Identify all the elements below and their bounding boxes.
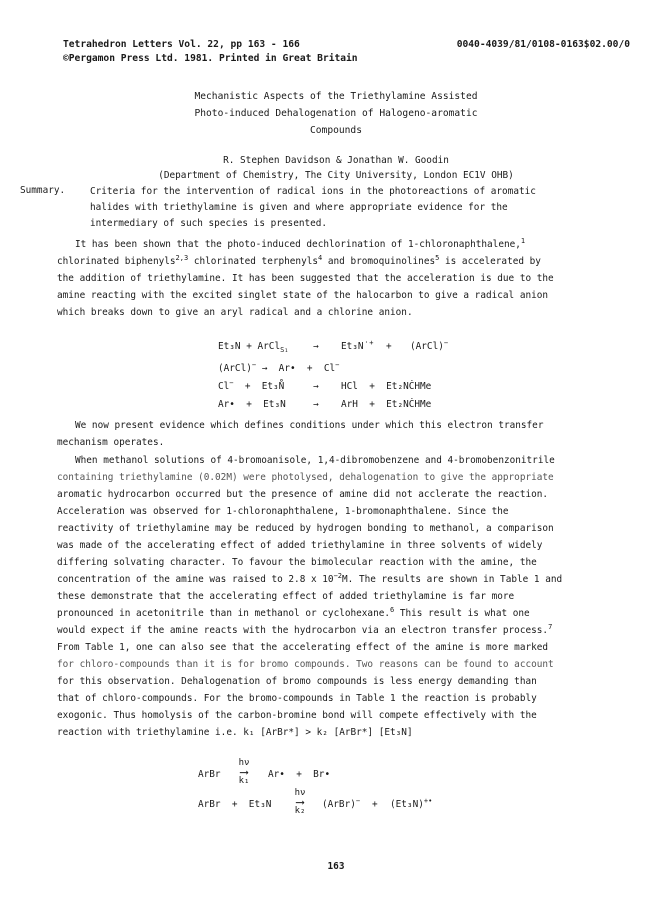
rate-constant: k₂ <box>294 806 306 816</box>
equation-product: Ar• + Br• <box>268 769 331 780</box>
hv-label: hν <box>238 758 250 768</box>
text-line: aromatic hydrocarbon occurred but the presence of amine did not acclerate the reaction. <box>57 489 549 500</box>
equation-line: Et₃N + ArCl$_{S_1}$ <box>218 341 289 354</box>
photolysis-arrow <box>284 788 316 816</box>
page-number: 163 <box>327 861 345 872</box>
text-line: which breaks down to give an aryl radical and a chlorine anion. <box>57 307 413 318</box>
hv-label: hν <box>294 788 306 798</box>
text-line: would expect if the amine reacts with the hydrocarbon via an electron transfer process.$^7$ <box>57 623 553 636</box>
paragraph-evidence <box>57 417 635 451</box>
text-line: We now present evidence which defines conditions under which this electron transfer <box>75 420 544 431</box>
reaction-arrow: → <box>313 341 319 352</box>
article-title <box>0 88 672 139</box>
equation-product: Et₃N˙+ <box>341 339 374 352</box>
text-line: mechanism operates. <box>57 437 165 448</box>
equation-line: Cl− + Et₃N̊ <box>218 379 285 392</box>
equation-plus: + <box>372 799 378 810</box>
author-affiliation: (Department of Chemistry, The City University, London EC1V OHB) <box>158 170 514 181</box>
rate-constant: k₁ <box>238 776 250 786</box>
text-line: was made of the accelerating effect of added triethylamine in three solvents of widely <box>57 540 543 551</box>
journal-line: Tetrahedron Letters Vol. 22, pp 163 - 166 <box>63 39 300 50</box>
text-line: that of chloro-compounds. For the bromo-compounds in Table 1 the reaction is probably <box>57 693 537 704</box>
equation-product: (ArBr)− <box>322 797 361 810</box>
equation-line: (ArCl)− → Ar• + Cl− <box>218 361 340 374</box>
reaction-arrow: → <box>313 381 319 392</box>
text-line: exogonic. Thus homolysis of the carbon-bromine bond will compete effectively with the <box>57 710 537 721</box>
equation-product: (Et₃N)+• <box>390 797 433 810</box>
text-line: containing triethylamine (0.02M) were photolysed, dehalogenation to give the appropriate <box>57 472 554 483</box>
text-line: Acceleration was observed for 1-chloronaphthalene, 1-bromonaphthalene. Since the <box>57 506 509 517</box>
text-line: for chloro-compounds than it is for bromo compounds. Two reasons can be found to account <box>57 659 554 670</box>
text-line: differing solvating character. To favour the bimolecular reaction with the amine, the <box>57 557 537 568</box>
equation-product: HCl + Et₂NĊHMe <box>341 381 432 392</box>
text-line: the addition of triethylamine. It has been suggested that the acceleration is due to the <box>57 273 554 284</box>
equation-product: (ArCl)− <box>410 339 449 352</box>
publisher-line: ©Pergamon Press Ltd. 1981. Printed in Great Britain <box>63 53 358 64</box>
summary-line: halides with triethylamine is given and where appropriate evidence for the <box>90 202 508 213</box>
arrow-icon: ⟶ <box>240 765 248 779</box>
summary-label: Summary. <box>20 185 66 196</box>
arrow-icon: ⟶ <box>296 795 304 809</box>
text-line: pronounced in acetonitrile than in methanol or cyclohexane.$^6$ This result is what one <box>57 606 530 619</box>
equation-plus: + <box>386 341 392 352</box>
title-line-2: Photo-induced Dehalogenation of Halogeno-aromatic <box>194 108 478 119</box>
summary-text <box>90 184 610 232</box>
summary-line: intermediary of such species is presented. <box>90 218 328 229</box>
equation-reactant: ArBr + Et₃N <box>198 799 272 810</box>
text-line: these demonstrate that the accelerating effect of added triethylamine is far more <box>57 591 515 602</box>
text-line: It has been shown that the photo-induced dechlorination of 1-chloronaphthalene,$^1$ <box>75 237 526 250</box>
text-line: for this observation. Dehalogenation of bromo compounds is less energy demanding than <box>57 676 537 687</box>
text-line: When methanol solutions of 4-bromoanisole, 1,4-dibromobenzene and 4-bromobenzonitrile <box>75 455 555 466</box>
equation-product: ArH + Et₂NĊHMe <box>341 399 432 410</box>
paragraph-results <box>57 452 635 741</box>
summary-line: Criteria for the intervention of radical ions in the photoreactions of aromatic <box>90 186 536 197</box>
equation-line: Ar• + Et₃N <box>218 399 286 410</box>
author-block <box>0 153 672 183</box>
title-line-3: Compounds <box>310 125 362 136</box>
paragraph-intro <box>57 236 635 321</box>
title-line-1: Mechanistic Aspects of the Triethylamine Assisted <box>194 91 478 102</box>
text-line: From Table 1, one can also see that the accelerating effect of the amine is more marked <box>57 642 549 653</box>
equation-reactant: ArBr <box>198 769 221 780</box>
photolysis-arrow <box>228 758 260 786</box>
article-code: 0040-4039/81/0108-0163$02.00/0 <box>456 39 630 50</box>
text-line: amine reacting with the excited singlet state of the halocarbon to give a radical anion <box>57 290 549 301</box>
reaction-arrow: → <box>313 399 319 410</box>
text-line: reactivity of triethylamine may be reduced by hydrogen bonding to methanol, a comparison <box>57 523 554 534</box>
journal-header <box>63 38 358 66</box>
text-line: chlorinated biphenyls$^{2,3}$ chlorinated terphenyls$^4$ and bromoquinolines$^5$ is accelerated by <box>57 254 541 267</box>
author-names: R. Stephen Davidson & Jonathan W. Goodin <box>223 155 449 166</box>
text-line: concentration of the amine was raised to 2.8 x $10^{-2}M$. The results are shown in Table 1 and <box>57 572 563 585</box>
text-line: reaction with triethylamine i.e. k₁ [ArBr*] > k₂ [ArBr*] [Et₃N] <box>57 727 413 738</box>
